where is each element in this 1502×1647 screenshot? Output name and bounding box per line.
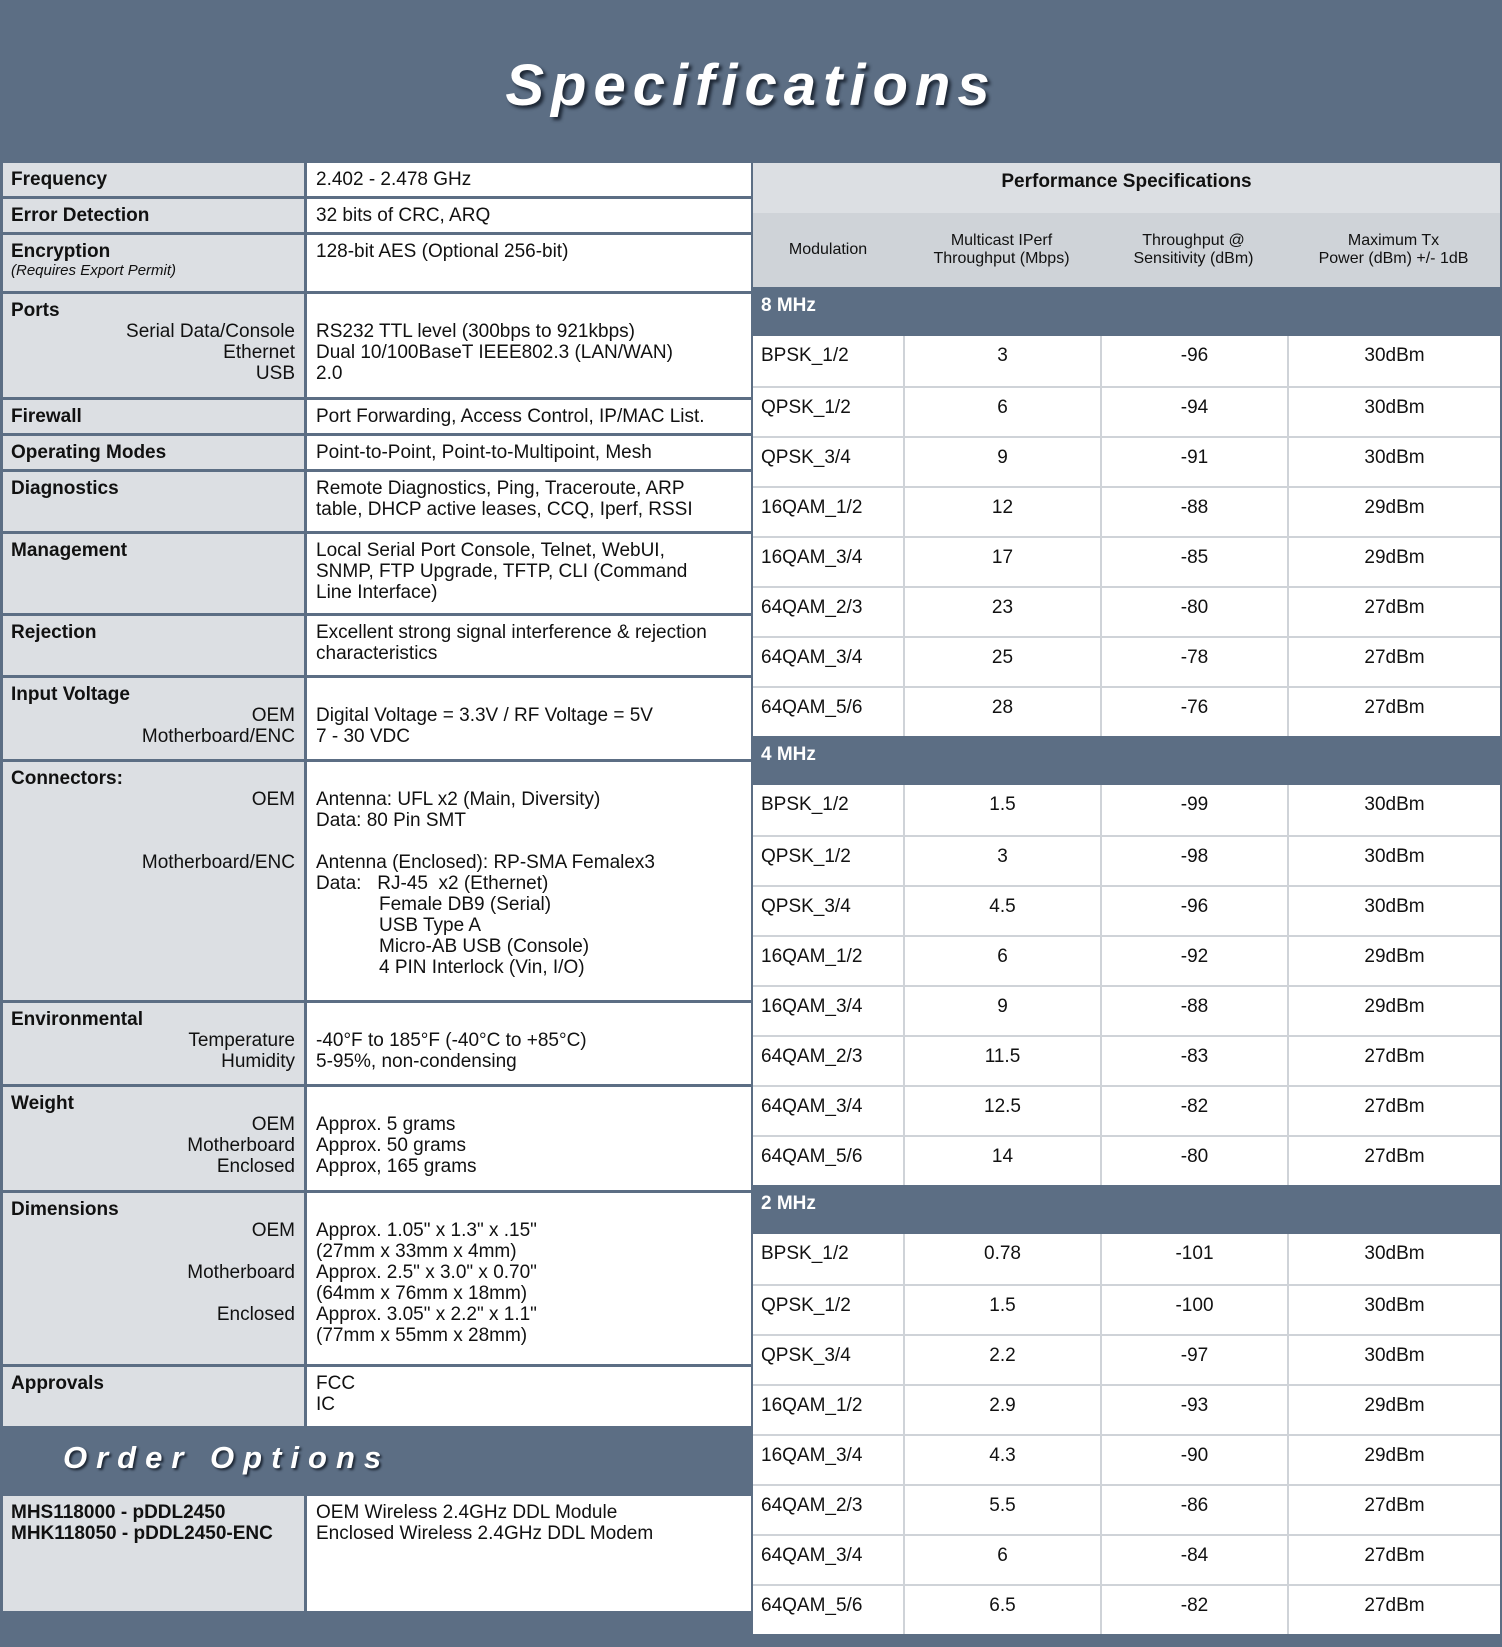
spec-value: Approx, 165 grams bbox=[316, 1156, 477, 1177]
tx-power-cell: 27dBm bbox=[1287, 688, 1500, 736]
spec-value-cell bbox=[307, 235, 751, 291]
spec-label-cell bbox=[3, 199, 307, 232]
modulation-cell: QPSK_3/4 bbox=[761, 1345, 851, 1366]
table-row bbox=[753, 1035, 1500, 1085]
spec-row-rejection bbox=[3, 616, 751, 678]
spec-value: 5-95%, non-condensing bbox=[316, 1051, 517, 1072]
spec-sublabel: Enclosed bbox=[216, 1304, 295, 1325]
table-row bbox=[753, 935, 1500, 985]
spec-label-cell bbox=[3, 436, 307, 469]
spec-label-cell bbox=[3, 400, 307, 433]
sensitivity-cell: -97 bbox=[1100, 1336, 1287, 1384]
spec-label-cell bbox=[3, 1367, 307, 1426]
spec-value: Approx. 50 grams bbox=[316, 1135, 466, 1156]
table-row bbox=[753, 1085, 1500, 1135]
spec-row-operating-modes bbox=[3, 436, 751, 472]
spec-value: Approx. 3.05" x 2.2" x 1.1" bbox=[316, 1304, 537, 1325]
header-sensitivity bbox=[1100, 213, 1287, 287]
table-row bbox=[753, 1135, 1500, 1185]
spec-row-input-voltage bbox=[3, 678, 751, 762]
spec-sublabel: Motherboard/ENC bbox=[141, 852, 295, 873]
title-banner bbox=[0, 0, 1502, 163]
table-row bbox=[753, 1584, 1500, 1634]
spec-row-firewall bbox=[3, 400, 751, 436]
tx-power-cell: 27dBm bbox=[1287, 1087, 1500, 1135]
spec-row-dimensions bbox=[3, 1193, 751, 1367]
spec-value: RS232 TTL level (300bps to 921kbps) bbox=[316, 321, 635, 342]
tx-power-cell: 27dBm bbox=[1287, 1586, 1500, 1634]
modulation-cell: BPSK_1/2 bbox=[761, 345, 849, 366]
spec-value: Data: 80 Pin SMT bbox=[316, 810, 466, 831]
spec-label-cell bbox=[3, 294, 307, 397]
throughput-cell: 6 bbox=[903, 1536, 1100, 1584]
tx-power-cell: 30dBm bbox=[1287, 1336, 1500, 1384]
sensitivity-cell: -86 bbox=[1100, 1486, 1287, 1534]
spec-sublabel: USB bbox=[255, 363, 295, 384]
spec-sublabel: Motherboard/ENC bbox=[141, 726, 295, 747]
tx-power-cell: 30dBm bbox=[1287, 1234, 1500, 1284]
modulation-cell: QPSK_3/4 bbox=[761, 447, 851, 468]
throughput-cell: 0.78 bbox=[903, 1234, 1100, 1284]
tx-power-cell: 27dBm bbox=[1287, 1037, 1500, 1085]
spec-value: table, DHCP active leases, CCQ, Iperf, RSSI bbox=[316, 499, 693, 520]
order-description: OEM Wireless 2.4GHz DDL Module bbox=[316, 1502, 618, 1523]
header-text: Throughput @ bbox=[1142, 232, 1245, 249]
spec-row-approvals bbox=[3, 1367, 751, 1426]
spec-value: Approx. 1.05" x 1.3" x .15" bbox=[316, 1220, 537, 1241]
header-modulation bbox=[753, 213, 903, 287]
spec-value-cell bbox=[307, 534, 751, 613]
spec-value-cell bbox=[307, 678, 751, 759]
sensitivity-cell: -76 bbox=[1100, 688, 1287, 736]
tx-power-cell: 29dBm bbox=[1287, 1436, 1500, 1484]
modulation-cell: 16QAM_3/4 bbox=[761, 1445, 863, 1466]
spec-label: Error Detection bbox=[11, 205, 150, 226]
modulation-cell: 64QAM_3/4 bbox=[761, 647, 863, 668]
order-options-row bbox=[3, 1496, 751, 1611]
throughput-cell: 9 bbox=[903, 438, 1100, 486]
spec-value: Approx. 5 grams bbox=[316, 1114, 456, 1135]
table-row bbox=[753, 1534, 1500, 1584]
spec-label-cell bbox=[3, 472, 307, 531]
header-text: Sensitivity (dBm) bbox=[1133, 250, 1254, 267]
modulation-cell: QPSK_1/2 bbox=[761, 397, 851, 418]
spec-value: 7 - 30 VDC bbox=[316, 726, 410, 747]
spec-label: Operating Modes bbox=[11, 442, 167, 463]
sensitivity-cell: -90 bbox=[1100, 1436, 1287, 1484]
tx-power-cell: 29dBm bbox=[1287, 538, 1500, 586]
tx-power-cell: 29dBm bbox=[1287, 937, 1500, 985]
sensitivity-cell: -80 bbox=[1100, 1137, 1287, 1185]
spec-value: 32 bits of CRC, ARQ bbox=[316, 205, 491, 226]
spec-value: (64mm x 76mm x 18mm) bbox=[316, 1283, 528, 1304]
modulation-cell: BPSK_1/2 bbox=[761, 1243, 849, 1264]
tx-power-cell: 30dBm bbox=[1287, 837, 1500, 885]
table-row bbox=[753, 386, 1500, 436]
spec-label: Environmental bbox=[11, 1009, 143, 1030]
sensitivity-cell: -82 bbox=[1100, 1087, 1287, 1135]
spec-value: IC bbox=[316, 1394, 335, 1415]
modulation-cell: BPSK_1/2 bbox=[761, 794, 849, 815]
spec-value: 2.402 - 2.478 GHz bbox=[316, 169, 472, 190]
modulation-cell: 16QAM_1/2 bbox=[761, 1395, 863, 1416]
spec-label-cell bbox=[3, 1087, 307, 1190]
throughput-cell: 23 bbox=[903, 588, 1100, 636]
spec-row-weight bbox=[3, 1087, 751, 1193]
header-text: Power (dBm) +/- 1dB bbox=[1318, 250, 1469, 267]
modulation-cell: 64QAM_5/6 bbox=[761, 1146, 863, 1167]
spec-label-cell bbox=[3, 163, 307, 196]
spec-value: characteristics bbox=[316, 643, 438, 664]
order-part-number: MHS118000 - pDDL2450 bbox=[11, 1502, 226, 1523]
modulation-cell: QPSK_1/2 bbox=[761, 1295, 851, 1316]
spec-label-cell bbox=[3, 616, 307, 675]
spec-label-cell bbox=[3, 534, 307, 613]
spec-value-cell bbox=[307, 400, 751, 433]
spec-value: (77mm x 55mm x 28mm) bbox=[316, 1325, 528, 1346]
modulation-cell: 16QAM_1/2 bbox=[761, 946, 863, 967]
spec-value-cell bbox=[307, 436, 751, 469]
modulation-cell: QPSK_3/4 bbox=[761, 896, 851, 917]
spec-value: Approx. 2.5" x 3.0" x 0.70" bbox=[316, 1262, 537, 1283]
spec-label: Connectors: bbox=[11, 768, 123, 789]
order-description-cell bbox=[307, 1496, 751, 1611]
throughput-cell: 6 bbox=[903, 388, 1100, 436]
spec-row-connectors bbox=[3, 762, 751, 1003]
throughput-cell: 1.5 bbox=[903, 1286, 1100, 1334]
throughput-cell: 2.2 bbox=[903, 1336, 1100, 1384]
table-row bbox=[753, 885, 1500, 935]
order-part-number: MHK118050 - pDDL2450-ENC bbox=[11, 1523, 273, 1544]
throughput-cell: 11.5 bbox=[903, 1037, 1100, 1085]
modulation-cell: 16QAM_1/2 bbox=[761, 497, 863, 518]
spec-label-cell bbox=[3, 678, 307, 759]
spec-value-cell bbox=[307, 762, 751, 1000]
throughput-cell: 1.5 bbox=[903, 785, 1100, 835]
modulation-cell: 64QAM_2/3 bbox=[761, 1495, 863, 1516]
throughput-cell: 2.9 bbox=[903, 1386, 1100, 1434]
tx-power-cell: 29dBm bbox=[1287, 987, 1500, 1035]
spec-label-cell bbox=[3, 1003, 307, 1084]
performance-body bbox=[753, 287, 1500, 1634]
sensitivity-cell: -100 bbox=[1100, 1286, 1287, 1334]
spec-sublabel: OEM bbox=[251, 705, 295, 726]
throughput-cell: 3 bbox=[903, 837, 1100, 885]
spec-value: Point-to-Point, Point-to-Multipoint, Mesh bbox=[316, 442, 652, 463]
table-row bbox=[753, 785, 1500, 835]
modulation-cell: 64QAM_3/4 bbox=[761, 1545, 863, 1566]
sensitivity-cell: -91 bbox=[1100, 438, 1287, 486]
throughput-cell: 12 bbox=[903, 488, 1100, 536]
spec-sublabel: Motherboard bbox=[187, 1135, 295, 1156]
performance-table bbox=[753, 163, 1500, 1634]
throughput-cell: 14 bbox=[903, 1137, 1100, 1185]
spec-value-cell bbox=[307, 1003, 751, 1084]
spec-label: Diagnostics bbox=[11, 478, 119, 499]
table-row bbox=[753, 586, 1500, 636]
throughput-cell: 4.5 bbox=[903, 887, 1100, 935]
spec-label-cell bbox=[3, 1193, 307, 1364]
tx-power-cell: 29dBm bbox=[1287, 1386, 1500, 1434]
spec-sublabel: Ethernet bbox=[223, 342, 295, 363]
spec-value: 128-bit AES (Optional 256-bit) bbox=[316, 241, 569, 262]
table-row bbox=[753, 1384, 1500, 1434]
band-header: 2 MHz bbox=[753, 1185, 1500, 1234]
sensitivity-cell: -78 bbox=[1100, 638, 1287, 686]
spec-value: 2.0 bbox=[316, 363, 343, 384]
tx-power-cell: 29dBm bbox=[1287, 488, 1500, 536]
page-title: Specifications bbox=[505, 53, 997, 118]
spec-value: Micro-AB USB (Console) bbox=[379, 936, 590, 957]
spec-row-encryption bbox=[3, 235, 751, 294]
spec-label: Frequency bbox=[11, 169, 108, 190]
spec-sublabel: Enclosed bbox=[216, 1156, 295, 1177]
spec-value: Digital Voltage = 3.3V / RF Voltage = 5V bbox=[316, 705, 653, 726]
sensitivity-cell: -92 bbox=[1100, 937, 1287, 985]
spec-table bbox=[3, 163, 751, 1611]
modulation-cell: 64QAM_2/3 bbox=[761, 597, 863, 618]
header-text: Throughput (Mbps) bbox=[933, 250, 1070, 267]
sensitivity-cell: -84 bbox=[1100, 1536, 1287, 1584]
tx-power-cell: 27dBm bbox=[1287, 588, 1500, 636]
spec-value: Dual 10/100BaseT IEEE802.3 (LAN/WAN) bbox=[316, 342, 673, 363]
sensitivity-cell: -96 bbox=[1100, 887, 1287, 935]
spec-label: Input Voltage bbox=[11, 684, 130, 705]
throughput-cell: 6.5 bbox=[903, 1586, 1100, 1634]
sensitivity-cell: -96 bbox=[1100, 336, 1287, 386]
table-row bbox=[753, 336, 1500, 386]
sensitivity-cell: -101 bbox=[1100, 1234, 1287, 1284]
sensitivity-cell: -94 bbox=[1100, 388, 1287, 436]
tx-power-cell: 30dBm bbox=[1287, 785, 1500, 835]
modulation-cell: 64QAM_5/6 bbox=[761, 697, 863, 718]
header-text: Modulation bbox=[788, 241, 868, 258]
performance-title: Performance Specifications bbox=[753, 163, 1500, 213]
table-row bbox=[753, 985, 1500, 1035]
spec-value-cell bbox=[307, 616, 751, 675]
table-row bbox=[753, 1334, 1500, 1384]
header-text: Maximum Tx bbox=[1347, 232, 1440, 249]
spec-value-cell bbox=[307, 1193, 751, 1364]
spec-value: Remote Diagnostics, Ping, Traceroute, ARP bbox=[316, 478, 685, 499]
spec-label: Firewall bbox=[11, 406, 82, 427]
spec-value: Line Interface) bbox=[316, 582, 438, 603]
table-row bbox=[753, 436, 1500, 486]
spec-sublabel: Motherboard bbox=[187, 1262, 295, 1283]
spec-label: Dimensions bbox=[11, 1199, 119, 1220]
tx-power-cell: 30dBm bbox=[1287, 388, 1500, 436]
throughput-cell: 17 bbox=[903, 538, 1100, 586]
throughput-cell: 4.3 bbox=[903, 1436, 1100, 1484]
band-header: 8 MHz bbox=[753, 287, 1500, 336]
throughput-cell: 12.5 bbox=[903, 1087, 1100, 1135]
sensitivity-cell: -80 bbox=[1100, 588, 1287, 636]
order-description: Enclosed Wireless 2.4GHz DDL Modem bbox=[316, 1523, 654, 1544]
spec-value-cell bbox=[307, 163, 751, 196]
spec-value-cell bbox=[307, 1087, 751, 1190]
spec-row-diagnostics bbox=[3, 472, 751, 534]
spec-value: Antenna: UFL x2 (Main, Diversity) bbox=[316, 789, 601, 810]
spec-value: Local Serial Port Console, Telnet, WebUI, bbox=[316, 540, 665, 561]
spec-label: Rejection bbox=[11, 622, 97, 643]
order-options-title: Order Options bbox=[63, 1440, 391, 1475]
table-row bbox=[753, 686, 1500, 736]
throughput-cell: 5.5 bbox=[903, 1486, 1100, 1534]
spec-value: FCC bbox=[316, 1373, 356, 1394]
sensitivity-cell: -83 bbox=[1100, 1037, 1287, 1085]
table-row bbox=[753, 636, 1500, 686]
spec-label-cell bbox=[3, 762, 307, 1000]
spec-label: Weight bbox=[11, 1093, 74, 1114]
spec-value: Antenna (Enclosed): RP-SMA Femalex3 bbox=[316, 852, 655, 873]
spec-sublabel: Humidity bbox=[221, 1051, 295, 1072]
spec-sublabel: OEM bbox=[251, 1220, 295, 1241]
table-row bbox=[753, 1234, 1500, 1284]
throughput-cell: 9 bbox=[903, 987, 1100, 1035]
sensitivity-cell: -98 bbox=[1100, 837, 1287, 885]
modulation-cell: 64QAM_3/4 bbox=[761, 1096, 863, 1117]
tx-power-cell: 30dBm bbox=[1287, 438, 1500, 486]
tx-power-cell: 30dBm bbox=[1287, 336, 1500, 386]
spec-value: 4 PIN Interlock (Vin, I/O) bbox=[379, 957, 585, 978]
tx-power-cell: 30dBm bbox=[1287, 1286, 1500, 1334]
tx-power-cell: 30dBm bbox=[1287, 887, 1500, 935]
table-row bbox=[753, 1484, 1500, 1534]
spec-row-frequency bbox=[3, 163, 751, 199]
tx-power-cell: 27dBm bbox=[1287, 1536, 1500, 1584]
performance-header bbox=[753, 213, 1500, 287]
spec-label: Encryption bbox=[11, 241, 111, 262]
spec-value: Female DB9 (Serial) bbox=[379, 894, 552, 915]
spec-label: Ports bbox=[11, 300, 60, 321]
spec-sublabel: OEM bbox=[251, 1114, 295, 1135]
sensitivity-cell: -99 bbox=[1100, 785, 1287, 835]
spec-value: -40°F to 185°F (-40°C to +85°C) bbox=[316, 1030, 587, 1051]
spec-note: (Requires Export Permit) bbox=[11, 262, 177, 279]
table-row bbox=[753, 1434, 1500, 1484]
header-tx-power bbox=[1287, 213, 1500, 287]
sensitivity-cell: -88 bbox=[1100, 488, 1287, 536]
spec-value: Data: RJ-45 x2 (Ethernet) bbox=[316, 873, 549, 894]
table-row bbox=[753, 835, 1500, 885]
tx-power-cell: 27dBm bbox=[1287, 1137, 1500, 1185]
spec-sublabel: Temperature bbox=[188, 1030, 295, 1051]
spec-row-ports bbox=[3, 294, 751, 400]
spec-row-environmental bbox=[3, 1003, 751, 1087]
spec-row-error-detection bbox=[3, 199, 751, 235]
spec-value: Port Forwarding, Access Control, IP/MAC List. bbox=[316, 406, 705, 427]
spec-label: Approvals bbox=[11, 1373, 104, 1394]
order-part-cell bbox=[3, 1496, 307, 1611]
header-text: Multicast IPerf bbox=[950, 232, 1053, 249]
spec-value-cell bbox=[307, 1367, 751, 1426]
spec-value: Excellent strong signal interference & rejection bbox=[316, 622, 707, 643]
spec-value: (27mm x 33mm x 4mm) bbox=[316, 1241, 517, 1262]
spec-value-cell bbox=[307, 472, 751, 531]
spec-value: SNMP, FTP Upgrade, TFTP, CLI (Command bbox=[316, 561, 688, 582]
table-row bbox=[753, 536, 1500, 586]
modulation-cell: 64QAM_2/3 bbox=[761, 1046, 863, 1067]
spec-sublabel: Serial Data/Console bbox=[126, 321, 295, 342]
modulation-cell: 64QAM_5/6 bbox=[761, 1595, 863, 1616]
header-multicast-throughput bbox=[903, 213, 1100, 287]
sensitivity-cell: -93 bbox=[1100, 1386, 1287, 1434]
spec-value-cell bbox=[307, 294, 751, 397]
spec-label: Management bbox=[11, 540, 128, 561]
spec-value: USB Type A bbox=[379, 915, 482, 936]
table-row bbox=[753, 1284, 1500, 1334]
order-options-banner bbox=[3, 1426, 751, 1496]
throughput-cell: 28 bbox=[903, 688, 1100, 736]
band-header: 4 MHz bbox=[753, 736, 1500, 785]
modulation-cell: 16QAM_3/4 bbox=[761, 996, 863, 1017]
tx-power-cell: 27dBm bbox=[1287, 1486, 1500, 1534]
throughput-cell: 3 bbox=[903, 336, 1100, 386]
tx-power-cell: 27dBm bbox=[1287, 638, 1500, 686]
spec-row-management bbox=[3, 534, 751, 616]
sensitivity-cell: -85 bbox=[1100, 538, 1287, 586]
table-row bbox=[753, 486, 1500, 536]
spec-value-cell bbox=[307, 199, 751, 232]
spec-sublabel: OEM bbox=[251, 789, 295, 810]
sensitivity-cell: -88 bbox=[1100, 987, 1287, 1035]
spec-label-cell bbox=[3, 235, 307, 291]
modulation-cell: QPSK_1/2 bbox=[761, 846, 851, 867]
modulation-cell: 16QAM_3/4 bbox=[761, 547, 863, 568]
throughput-cell: 6 bbox=[903, 937, 1100, 985]
sensitivity-cell: -82 bbox=[1100, 1586, 1287, 1634]
throughput-cell: 25 bbox=[903, 638, 1100, 686]
